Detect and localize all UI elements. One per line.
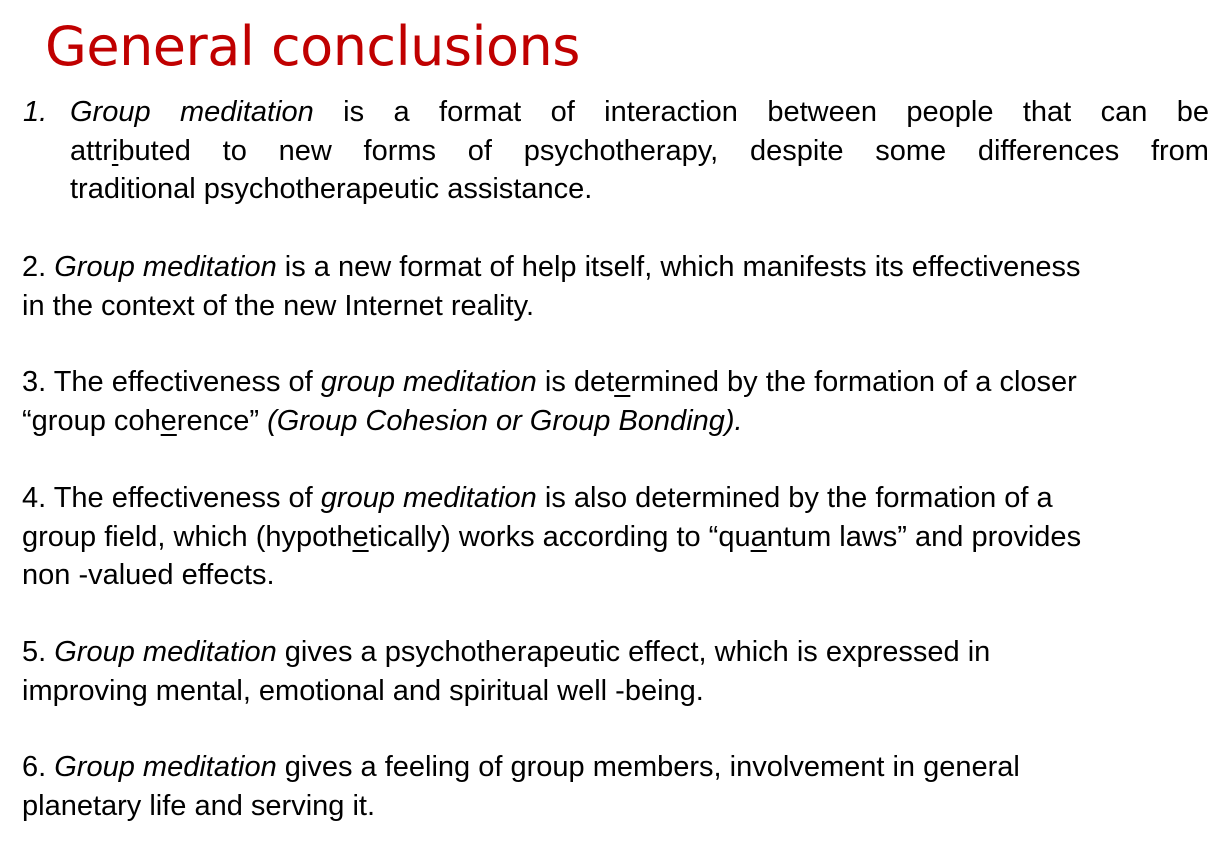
conclusion-4-emphasis: group meditation (320, 482, 537, 514)
text-fragment: tically) works according to “qu (368, 520, 751, 553)
conclusion-2-emphasis: Group meditation (54, 251, 277, 283)
conclusion-1-line-2 (23, 132, 1209, 171)
conclusion-3-line-2 (22, 402, 1077, 441)
conclusion-6 (22, 748, 1020, 825)
text-fragment: is a new format of help itself, which manifests its effectiveness (276, 251, 1081, 283)
conclusion-3-line-1 (22, 363, 1077, 402)
text-fragment: gives a feeling of group members, involvement in general (276, 751, 1020, 783)
conclusion-2-number: 2. (22, 251, 47, 283)
conclusion-1-word: forms (363, 134, 437, 167)
conclusion-1-word: meditation (179, 96, 314, 128)
conclusion-1-word: new (278, 134, 332, 167)
conclusion-6-line-1 (22, 748, 1020, 787)
conclusion-1-word: despite (749, 134, 844, 167)
conclusion-5-emphasis: Group meditation (54, 636, 277, 668)
text-fragment: is also determined by the formation of a (536, 482, 1053, 514)
conclusion-1-word: to (222, 134, 247, 167)
conclusion-1-word: a (393, 96, 410, 128)
text-fragment: 4. The effectiveness of (22, 482, 321, 514)
conclusion-2-line-2: in the context of the new Internet reality. (22, 289, 535, 322)
conclusion-1-word: can (1100, 96, 1148, 128)
conclusion-1 (23, 93, 1209, 209)
conclusion-6-number: 6. (22, 751, 47, 783)
conclusion-1-line-1 (23, 93, 1209, 132)
conclusion-5 (22, 633, 990, 710)
conclusion-1-word: from (1150, 134, 1209, 167)
conclusion-2-line-1 (22, 248, 1080, 287)
underlined-letter: i (111, 134, 119, 167)
conclusion-1-word: that (1022, 96, 1072, 128)
conclusion-3 (22, 363, 1077, 440)
conclusion-5-line-2: improving mental, emotional and spiritual well -being. (22, 674, 704, 707)
conclusion-1-number: 1. (23, 96, 48, 128)
conclusion-1-word: psychotherapy, (523, 134, 719, 167)
text-fragment: group field, which (hypoth (22, 520, 353, 553)
text-fragment: gives a psychotherapeutic effect, which is expressed in (276, 636, 991, 668)
underlined-letter: e (614, 366, 631, 398)
conclusion-1-word: of (550, 96, 575, 128)
underlined-letter: e (352, 520, 369, 553)
conclusion-6-emphasis: Group meditation (54, 751, 277, 783)
conclusion-2 (22, 248, 1080, 325)
conclusion-1-word: be (1176, 96, 1209, 128)
conclusion-1-word: differences (977, 134, 1120, 167)
conclusion-1-word: is (343, 96, 365, 128)
conclusion-1-line-3: traditional psychotherapeutic assistance. (70, 173, 593, 205)
conclusion-5-line-1 (22, 633, 990, 672)
conclusion-1-word: interaction (604, 96, 738, 128)
conclusion-4-line-2 (22, 518, 1081, 557)
conclusion-4-line-3: non -valued effects. (22, 559, 275, 591)
conclusion-6-line-2: planetary life and serving it. (22, 789, 376, 822)
text-fragment: buted (118, 134, 191, 167)
conclusion-1-word: between (767, 96, 877, 128)
conclusion-1-word (70, 132, 191, 171)
underlined-letter: e (160, 404, 177, 437)
conclusion-1-word: format (439, 96, 522, 128)
conclusion-3-emphasis: group meditation (320, 366, 537, 398)
text-fragment: 3. The effectiveness of (22, 366, 321, 398)
conclusion-5-number: 5. (22, 636, 47, 668)
text-fragment: rmined by the formation of a closer (630, 366, 1077, 398)
conclusion-1-word: Group (70, 96, 151, 128)
text-fragment: ntum laws” and provides (766, 520, 1082, 553)
conclusion-1-word: some (875, 134, 947, 167)
slide-title: General conclusions (45, 15, 580, 78)
text-fragment: is det (536, 366, 615, 398)
conclusion-3-parenthetical: (Group Cohesion or Group Bonding). (267, 404, 743, 437)
conclusion-4 (22, 479, 1081, 595)
text-fragment: “group coh (22, 404, 161, 437)
conclusion-1-word: people (906, 96, 994, 128)
text-fragment: rence” (176, 404, 268, 437)
conclusion-4-line-1 (22, 479, 1081, 518)
conclusion-1-word: of (467, 134, 492, 167)
conclusion-1-first-word (23, 93, 151, 132)
text-fragment: attr (70, 134, 112, 167)
underlined-letter: a (750, 520, 767, 553)
